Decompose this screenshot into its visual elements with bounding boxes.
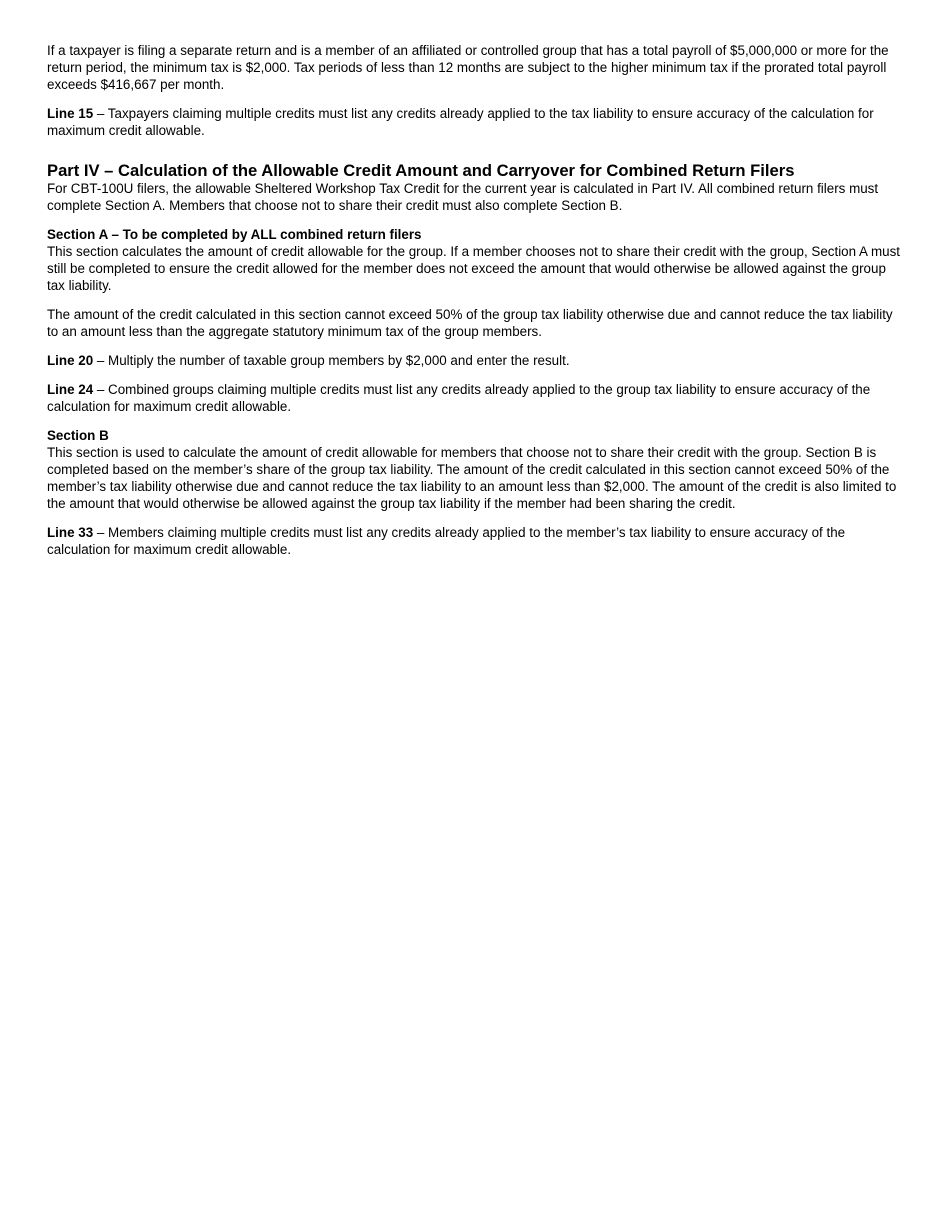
line-33-text: – Members claiming multiple credits must list any credits already applied to the member’s tax liability to ensure accuracy of the calculation for maximum credit allowable. bbox=[47, 525, 846, 557]
minimum-tax-paragraph: If a taxpayer is filing a separate return and is a member of an affiliated or controlled group that has a total payroll of $5,000,000 or more for the return period, the minimum tax is $2,000. Tax periods of less than 12 months are subject to the higher minimum tax if the prorated total payroll exceeds $416,667 per month. bbox=[47, 43, 889, 92]
section-a-heading: Section A – To be completed by ALL combined return filers bbox=[47, 227, 422, 242]
section-b-heading: Section B bbox=[47, 428, 109, 443]
line-24-label: Line 24 bbox=[47, 382, 94, 397]
line-33-label: Line 33 bbox=[47, 525, 94, 540]
line-20-label: Line 20 bbox=[47, 353, 94, 368]
section-b-paragraph: This section is used to calculate the amount of credit allowable for members that choose not to share their credit with the group. Section B is completed based on the member’s share of the group tax liability. The amount of the credit calculated in this section cannot exceed 50% of the member’s tax liability otherwise due and cannot reduce the tax liability to an amount less than $2,000. The amount of the credit is also limited to the amount that would otherwise be allowed against the group tax liability if the member had been sharing the credit. bbox=[47, 445, 897, 511]
line-20-paragraph bbox=[47, 352, 906, 369]
part-4-heading: Part IV – Calculation of the Allowable Credit Amount and Carryover for Combined Return Filers bbox=[47, 161, 795, 180]
line-15-paragraph bbox=[47, 105, 906, 139]
line-15-text: – Taxpayers claiming multiple credits must list any credits already applied to the tax liability to ensure accuracy of the calculation for maximum credit allowable. bbox=[47, 106, 874, 138]
line-24-paragraph bbox=[47, 381, 906, 415]
line-33-paragraph bbox=[47, 524, 906, 558]
line-20-text: – Multiply the number of taxable group members by $2,000 and enter the result. bbox=[93, 353, 570, 368]
line-24-text: – Combined groups claiming multiple credits must list any credits already applied to the group tax liability to ensure accuracy of the calculation for maximum credit allowable. bbox=[47, 382, 871, 414]
section-a-paragraph-1: This section calculates the amount of credit allowable for the group. If a member chooses not to share their credit with the group, Section A must still be completed to ensure the credit allowed for the member does not exceed the amount that would otherwise be allowed against the group tax liability. bbox=[47, 244, 900, 293]
part-4-intro: For CBT-100U filers, the allowable Sheltered Workshop Tax Credit for the current year is calculated in Part IV. All combined return filers must complete Section A. Members that choose not to share their credit must also complete Section B. bbox=[47, 181, 879, 213]
section-a-paragraph-2: The amount of the credit calculated in this section cannot exceed 50% of the group tax liability otherwise due and cannot reduce the tax liability to an amount less than the aggregate statutory minimum tax of the group members. bbox=[47, 307, 893, 339]
line-15-label: Line 15 bbox=[47, 106, 94, 121]
